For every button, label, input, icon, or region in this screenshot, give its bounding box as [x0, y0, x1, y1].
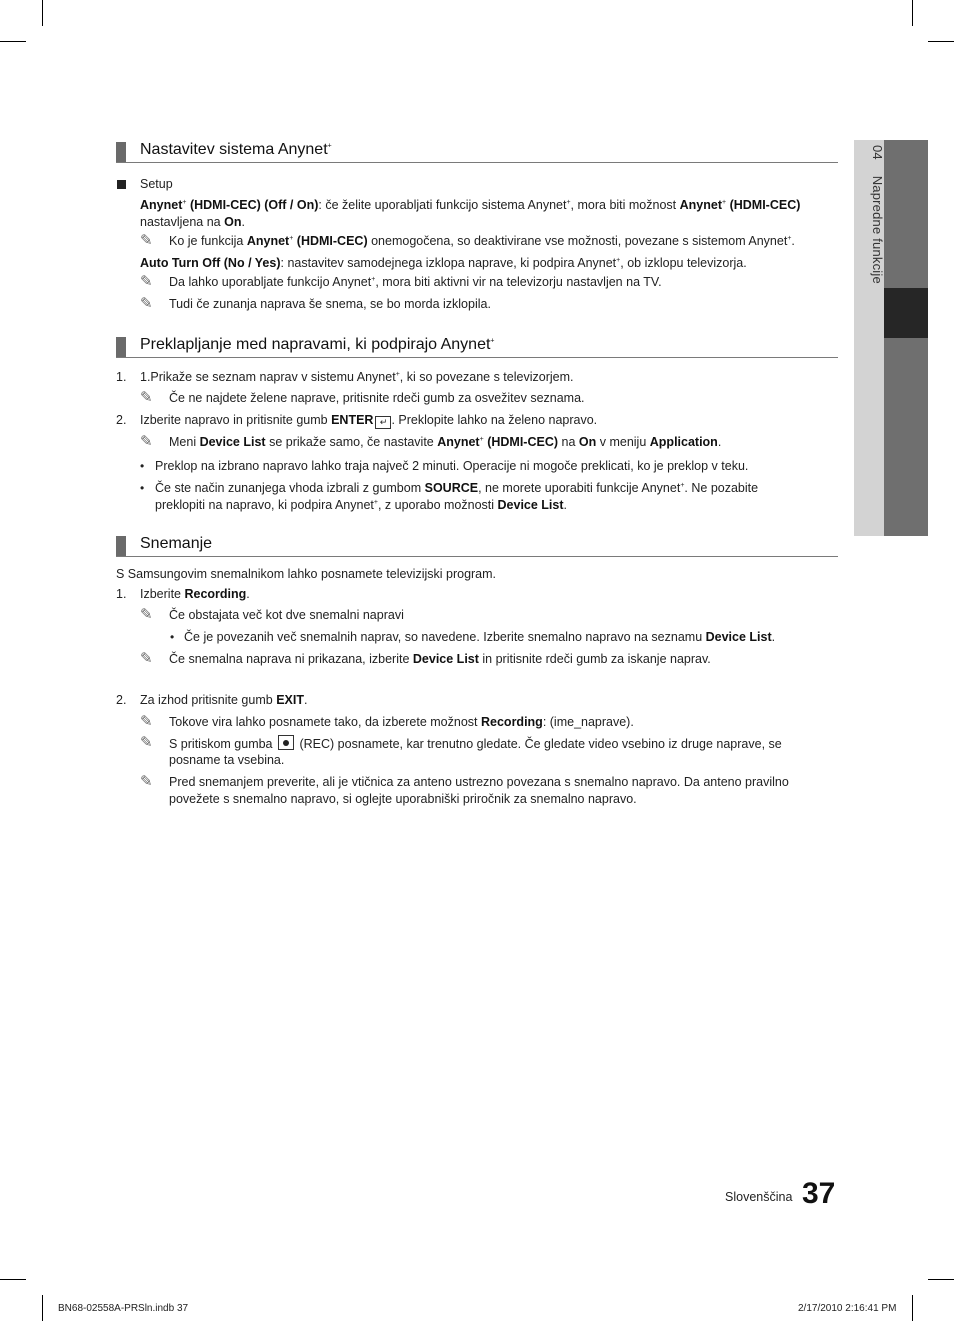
list-item-text: 1.Prikaže se seznam naprav v sistemu Anynet+, ki so povezane s televizorjem. — [140, 370, 574, 384]
note-text: Tokove vira lahko posnamete tako, da izberete možnost Recording: (ime_naprave). — [169, 715, 634, 729]
note-text: posname ta vsebina. — [169, 753, 285, 767]
crop-mark — [42, 0, 43, 26]
note-text: Meni Device List se prikaže samo, če nastavite Anynet+ (HDMI-CEC) na On v meniju Application. — [169, 435, 722, 449]
footer-timestamp: 2/17/2010 2:16:41 PM — [798, 1303, 897, 1314]
footer-file-info: BN68-02558A-PRSln.indb 37 — [58, 1303, 189, 1314]
note-text: Pred snemanjem preverite, ali je vtičnica za anteno ustrezno povezana s snemalno napravo. Da anteno pravilno — [169, 775, 789, 789]
crop-mark — [928, 41, 954, 42]
bullet-text: preklopiti na napravo, ki podpira Anynet+, z uporabo možnosti Device List. — [155, 498, 568, 512]
note-icon: ✎ — [140, 433, 153, 450]
bullet-icon: • — [140, 481, 145, 495]
chapter-tab-dark — [884, 140, 928, 288]
chapter-number: 04 — [870, 145, 885, 160]
list-number: 2. — [116, 413, 127, 427]
chapter-label — [869, 145, 886, 284]
page-language: Slovenščina — [725, 1190, 793, 1204]
note-text: Če ne najdete želene naprave, pritisnite rdeči gumb za osvežitev seznama. — [169, 391, 585, 405]
bullet-icon: • — [170, 630, 175, 644]
bullet-text: Če ste način zunanjega vhoda izbrali z gumbom SOURCE, ne morete uporabiti funkcije Anynet+. Ne pozabite — [155, 481, 759, 495]
section-title: Snemanje — [140, 535, 213, 552]
note-icon: ✎ — [140, 650, 153, 667]
note-icon: ✎ — [140, 773, 153, 790]
note-text: Tudi če zunanja naprava še snema, se bo morda izklopila. — [169, 297, 491, 311]
list-number: 2. — [116, 693, 127, 707]
heading-bar — [116, 142, 126, 162]
heading-bar — [116, 536, 126, 556]
record-button-icon — [278, 735, 294, 750]
bullet-text: Če je povezanih več snemalnih naprav, so navedene. Izberite snemalno napravo na seznamu Device List. — [184, 630, 776, 644]
note-icon: ✎ — [140, 232, 153, 249]
note-text: Če snemalna naprava ni prikazana, izberite Device List in pritisnite rdeči gumb za iskanje naprav. — [169, 652, 711, 666]
note-text: S pritiskom gumba (REC) posnamete, kar trenutno gledate. Če gledate video vsebino iz druge naprave, se — [169, 737, 782, 751]
list-number: 1. — [116, 587, 127, 601]
crop-mark — [0, 1279, 26, 1280]
heading-bar — [116, 337, 126, 357]
list-number: 1. — [116, 370, 127, 384]
crop-mark — [912, 1295, 913, 1321]
section-title: Nastavitev sistema Anynet+ — [140, 141, 332, 158]
enter-icon: ↵ — [375, 416, 391, 429]
note-text: Ko je funkcija Anynet+ (HDMI-CEC) onemogočena, so deaktivirane vse možnosti, povezane s sistemom Anynet+. — [169, 234, 795, 248]
bullet-icon: • — [140, 459, 145, 473]
list-item-text: Za izhod pritisnite gumb EXIT. — [140, 693, 308, 707]
note-text: Če obstajata več kot dve snemalni napravi — [169, 608, 404, 622]
note-icon: ✎ — [140, 606, 153, 623]
chapter-title: Napredne funkcije — [870, 175, 885, 284]
square-bullet-icon — [117, 180, 126, 189]
note-text: povežete s snemalno napravo, si oglejte uporabniški priročnik za snemalno napravo. — [169, 792, 637, 806]
page-number: 37 — [802, 1177, 836, 1210]
list-item-text: Izberite napravo in pritisnite gumb ENTER ↵ . Preklopite lahko na želeno napravo. — [140, 413, 598, 427]
section-title: Preklapljanje med napravami, ki podpirajo Anynet+ — [140, 336, 495, 353]
chapter-tab-marker — [884, 288, 928, 338]
paragraph-line: Auto Turn Off (No / Yes): nastavitev samodejnega izklopa naprave, ki podpira Anynet+, ob izklopu televizorja. — [140, 256, 747, 270]
note-icon: ✎ — [140, 389, 153, 406]
paragraph-line: nastavljena na On. — [140, 215, 245, 229]
paragraph-line: Anynet+ (HDMI-CEC) (Off / On): če želite uporabljati funkcijo sistema Anynet+, mora biti možnost Anynet+ (HDMI-CEC) — [140, 198, 801, 212]
crop-mark — [912, 0, 913, 26]
chapter-tab-dark — [884, 338, 928, 536]
crop-mark — [0, 41, 26, 42]
note-icon: ✎ — [140, 295, 153, 312]
note-icon: ✎ — [140, 273, 153, 290]
note-icon: ✎ — [140, 713, 153, 730]
list-item-text: Izberite Recording. — [140, 587, 250, 601]
crop-mark — [928, 1279, 954, 1280]
note-text: Da lahko uporabljate funkcijo Anynet+, mora biti aktivni vir na televizorju nastavljen na TV. — [169, 275, 662, 289]
note-icon: ✎ — [140, 734, 153, 751]
bullet-text: Preklop na izbrano napravo lahko traja največ 2 minuti. Operacije ni mogoče preklicati, ko je preklop v teku. — [155, 459, 749, 473]
crop-mark — [42, 1295, 43, 1321]
section-heading-recording — [116, 534, 838, 557]
section-heading-device-switching — [116, 335, 838, 358]
section-heading-anynet-setup — [116, 140, 838, 163]
intro-text: S Samsungovim snemalnikom lahko posnamete televizijski program. — [116, 567, 497, 581]
setup-label: Setup — [140, 177, 173, 191]
